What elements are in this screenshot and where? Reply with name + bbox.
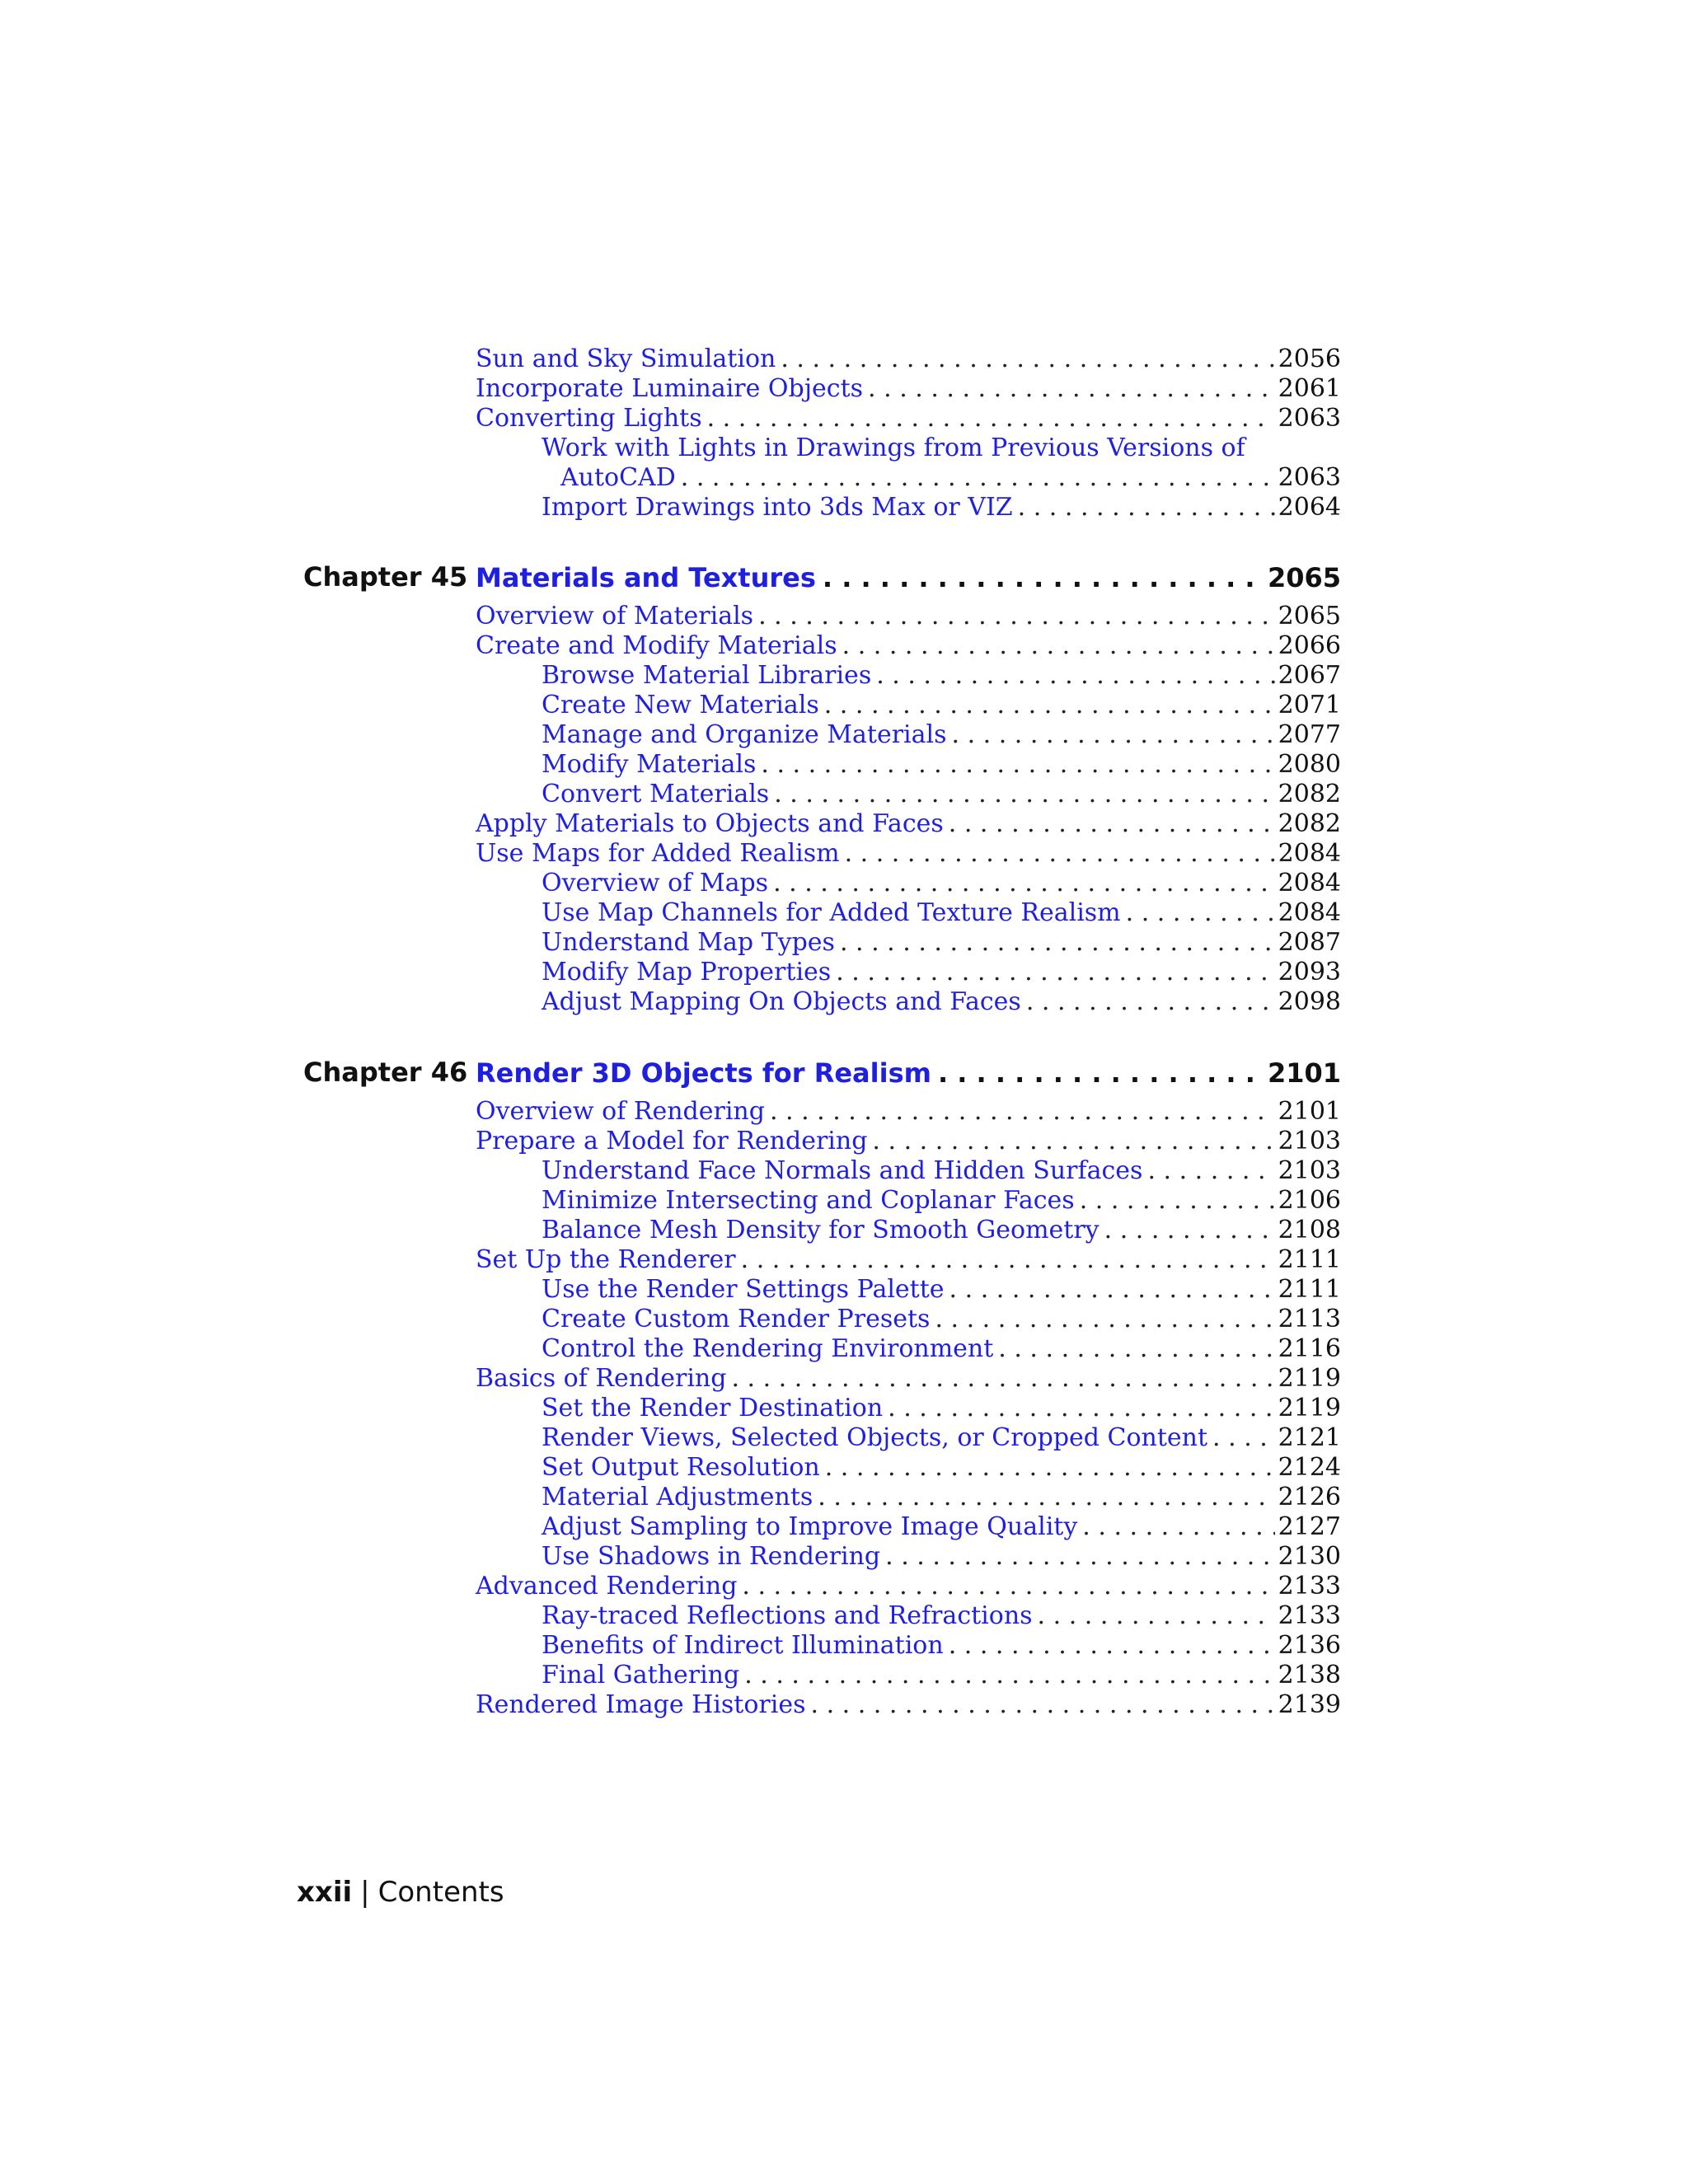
toc-entry-title[interactable]: Basics of Rendering [476, 1364, 727, 1393]
toc-entry[interactable] [542, 1334, 1341, 1364]
toc-entry-title[interactable]: Understand Map Types [542, 928, 835, 957]
chapter-page: 2101 [1267, 1057, 1341, 1089]
dot-leader [935, 1305, 1274, 1334]
toc-entry[interactable] [542, 661, 1341, 691]
toc-entry[interactable] [476, 1572, 1341, 1601]
toc-entry-page: 2077 [1278, 720, 1341, 749]
dot-leader [744, 1661, 1274, 1690]
toc-entry-title[interactable]: Adjust Mapping On Objects and Faces [542, 987, 1021, 1016]
toc-entry-title[interactable]: Apply Materials to Objects and Faces [476, 809, 944, 838]
dot-leader [998, 1334, 1274, 1364]
toc-entry-title[interactable]: Final Gathering [542, 1661, 740, 1690]
dot-leader [842, 631, 1275, 661]
toc-entry-title[interactable]: Incorporate Luminaire Objects [476, 374, 864, 403]
toc-entry-title[interactable]: Set the Render Destination [542, 1394, 884, 1422]
toc-entry-title[interactable]: Use the Render Settings Palette [542, 1275, 945, 1304]
toc-entry[interactable] [542, 1631, 1341, 1661]
toc-entry-page: 2130 [1278, 1542, 1341, 1571]
dot-leader [952, 720, 1275, 750]
toc-entry-page: 2080 [1278, 750, 1341, 779]
toc-entry[interactable] [476, 631, 1341, 661]
chapter-heading[interactable] [476, 561, 1341, 594]
toc-entry-page: 2084 [1278, 898, 1341, 927]
toc-entry-page: 2063 [1278, 404, 1341, 433]
toc-entry[interactable] [542, 958, 1341, 987]
toc-entry-title[interactable]: Render Views, Selected Objects, or Cropped Content [542, 1423, 1208, 1452]
toc-entry[interactable] [476, 809, 1341, 839]
toc-entry-page: 2087 [1278, 928, 1341, 957]
dot-leader [824, 691, 1275, 720]
toc-entry[interactable] [542, 493, 1341, 523]
toc-entry-title[interactable]: Create New Materials [542, 691, 819, 719]
dot-leader [885, 1542, 1275, 1572]
toc-entry-title[interactable]: Sun and Sky Simulation [476, 344, 776, 373]
toc-entry[interactable] [542, 928, 1341, 958]
chapter-title[interactable]: Materials and Textures [476, 562, 816, 593]
toc-entry-title[interactable]: Set Output Resolution [542, 1453, 820, 1482]
dot-leader [1080, 1186, 1275, 1216]
dot-leader [773, 869, 1275, 898]
toc-entry-title[interactable]: Overview of Rendering [476, 1097, 765, 1126]
dot-leader [741, 1245, 1275, 1275]
toc-entry-page: 2113 [1278, 1305, 1341, 1333]
toc-entry[interactable] [542, 1423, 1341, 1453]
toc-entry-title[interactable]: Use Maps for Added Realism [476, 839, 840, 868]
dot-leader [825, 1453, 1275, 1483]
toc-entry[interactable] [542, 987, 1341, 1017]
chapter-heading[interactable] [476, 1057, 1341, 1090]
toc-entry-title[interactable]: Use Map Channels for Added Texture Realism [542, 898, 1121, 927]
toc-entry-page: 2084 [1278, 839, 1341, 868]
toc-entry[interactable] [542, 1542, 1341, 1572]
toc-entry-title-line2[interactable]: AutoCAD [560, 463, 676, 492]
toc-entry-title[interactable]: Balance Mesh Density for Smooth Geometry [542, 1216, 1100, 1244]
dot-leader [1126, 898, 1275, 928]
toc-entry-page: 2067 [1278, 661, 1341, 690]
toc-entry-title[interactable]: Browse Material Libraries [542, 661, 872, 690]
toc-entry-page: 2136 [1278, 1631, 1341, 1660]
dot-leader [731, 1364, 1274, 1394]
toc-entry-page: 2127 [1278, 1512, 1341, 1541]
toc-entry-page: 2108 [1278, 1216, 1341, 1244]
toc-entry-page: 2098 [1278, 987, 1341, 1016]
dot-leader [1147, 1156, 1274, 1186]
page-footer [297, 1876, 504, 1909]
dot-leader [761, 750, 1274, 780]
dot-leader [1212, 1423, 1275, 1453]
toc-entry[interactable] [476, 839, 1341, 869]
dot-leader [868, 374, 1275, 404]
toc-entry-title[interactable]: Understand Face Normals and Hidden Surfaces [542, 1156, 1143, 1185]
toc-entry-title[interactable]: Use Shadows in Rendering [542, 1542, 881, 1571]
section-name: Contents [377, 1876, 504, 1909]
toc-entry-page: 2119 [1278, 1364, 1341, 1393]
toc-entry-title[interactable]: Modify Materials [542, 750, 757, 779]
toc-entry-page: 2084 [1278, 869, 1341, 898]
toc-entry-title[interactable]: Create Custom Render Presets [542, 1305, 931, 1333]
page-number: xxii [297, 1876, 353, 1909]
toc-entry-page: 2063 [1278, 463, 1341, 492]
dot-leader [888, 1394, 1274, 1423]
toc-entry-page: 2124 [1278, 1453, 1341, 1482]
dot-leader [949, 809, 1275, 839]
toc-entry-page: 2082 [1278, 809, 1341, 838]
dot-leader [823, 561, 1264, 594]
toc-entry-page: 2139 [1278, 1690, 1341, 1719]
toc-entry-title[interactable]: Modify Map Properties [542, 958, 832, 987]
toc-entry-page: 2119 [1278, 1394, 1341, 1422]
toc-entry[interactable] [542, 1156, 1341, 1186]
toc-entry-page: 2093 [1278, 958, 1341, 987]
toc-entry-page: 2064 [1278, 493, 1341, 522]
dot-leader [950, 1275, 1275, 1305]
toc-entry[interactable] [476, 1127, 1341, 1156]
toc-entry[interactable] [542, 720, 1341, 750]
toc-entry-page: 2126 [1278, 1483, 1341, 1511]
toc-entry-page: 2066 [1278, 631, 1341, 660]
dot-leader [781, 344, 1274, 374]
toc-entry[interactable] [542, 1216, 1341, 1245]
toc-entry-page: 2111 [1278, 1245, 1341, 1274]
toc-entry-page: 2101 [1278, 1097, 1341, 1126]
toc-entry-title[interactable]: Convert Materials [542, 780, 770, 808]
toc-entry[interactable] [542, 1186, 1341, 1216]
toc-entry-page: 2061 [1278, 374, 1341, 403]
toc-entry-page: 2116 [1278, 1334, 1341, 1363]
toc-entry-title[interactable]: Benefits of Indirect Illumination [542, 1631, 944, 1660]
toc-entry-title-line1[interactable]: Work with Lights in Drawings from Previous Versions of [542, 434, 1245, 462]
toc-entry[interactable] [476, 1097, 1341, 1127]
toc-entry[interactable] [542, 1601, 1341, 1631]
dot-leader [1082, 1512, 1274, 1542]
toc-entry[interactable] [476, 344, 1341, 374]
dot-leader [1104, 1216, 1275, 1245]
toc-entry-page: 2071 [1278, 691, 1341, 719]
toc-entry[interactable] [542, 691, 1341, 720]
chapter-label: Chapter 46 [303, 1057, 468, 1088]
toc-entry-page: 2065 [1278, 602, 1341, 630]
dot-leader [876, 661, 1274, 691]
footer-separator: | [360, 1876, 370, 1909]
toc-entry-title[interactable]: Minimize Intersecting and Coplanar Faces [542, 1186, 1075, 1215]
toc-entry-title[interactable]: Advanced Rendering [476, 1572, 738, 1601]
dot-leader [707, 404, 1275, 434]
toc-entry-page: 2103 [1278, 1156, 1341, 1185]
toc-entry-page: 2106 [1278, 1186, 1341, 1215]
toc-entry[interactable] [542, 898, 1341, 928]
dot-leader [1026, 987, 1275, 1017]
dot-leader [1038, 1601, 1275, 1631]
dot-leader [774, 780, 1274, 809]
toc-entry-page: 2056 [1278, 344, 1341, 373]
toc-entry[interactable] [476, 374, 1341, 404]
toc-entry-page: 2138 [1278, 1661, 1341, 1690]
dot-leader [836, 958, 1274, 987]
toc-entry-page: 2133 [1278, 1601, 1341, 1630]
dot-leader [681, 463, 1275, 493]
toc-entry[interactable] [542, 1512, 1341, 1542]
dot-leader [758, 602, 1275, 631]
toc-entry[interactable] [542, 1305, 1341, 1334]
toc-entry-page: 2133 [1278, 1572, 1341, 1601]
dot-leader [818, 1483, 1274, 1512]
toc-entry[interactable] [476, 1245, 1341, 1275]
toc-entry[interactable] [476, 1364, 1341, 1394]
chapter-title[interactable]: Render 3D Objects for Realism [476, 1057, 931, 1089]
toc-entry[interactable] [542, 1275, 1341, 1305]
toc-entry-page: 2111 [1278, 1275, 1341, 1304]
toc-entry[interactable] [542, 869, 1341, 898]
toc-entry-title[interactable]: Converting Lights [476, 404, 702, 433]
toc-entry[interactable] [542, 1453, 1341, 1483]
dot-leader [811, 1690, 1275, 1720]
toc-entry[interactable] [476, 404, 1341, 434]
toc-entry-title[interactable]: Ray-traced Reflections and Refractions [542, 1601, 1033, 1630]
dot-leader [845, 839, 1275, 869]
toc-entry[interactable] [542, 1394, 1341, 1423]
toc-entry[interactable] [542, 750, 1341, 780]
toc-entry-page: 2082 [1278, 780, 1341, 808]
toc-entry-title[interactable]: Rendered Image Histories [476, 1690, 806, 1719]
toc-entry-title[interactable]: Set Up the Renderer [476, 1245, 736, 1274]
toc-entry-title[interactable]: Control the Rendering Environment [542, 1334, 994, 1363]
toc-entry[interactable] [476, 602, 1341, 631]
toc-entry-title[interactable]: Overview of Maps [542, 869, 769, 898]
chapter-label: Chapter 45 [303, 561, 468, 593]
toc-entry-title[interactable]: Adjust Sampling to Improve Image Quality [542, 1512, 1078, 1541]
toc-entry-page: 2103 [1278, 1127, 1341, 1155]
dot-leader [840, 928, 1275, 958]
dot-leader [742, 1572, 1274, 1601]
toc-entry[interactable] [542, 1483, 1341, 1512]
toc-entry-title[interactable]: Import Drawings into 3ds Max or VIZ [542, 493, 1013, 522]
toc-entry-title[interactable]: Create and Modify Materials [476, 631, 837, 660]
toc-entry[interactable] [542, 780, 1341, 809]
toc-entry-title[interactable]: Overview of Materials [476, 602, 754, 630]
toc-entry-title[interactable]: Manage and Organize Materials [542, 720, 947, 749]
dot-leader [770, 1097, 1275, 1127]
dot-leader [938, 1057, 1264, 1090]
dot-leader [949, 1631, 1275, 1661]
dot-leader [872, 1127, 1274, 1156]
toc-entry-page: 2121 [1278, 1423, 1341, 1452]
toc-entry[interactable] [542, 1661, 1341, 1690]
toc-entry-title[interactable]: Prepare a Model for Rendering [476, 1127, 868, 1155]
dot-leader [1018, 493, 1275, 523]
toc-entry[interactable] [560, 463, 1341, 493]
chapter-page: 2065 [1267, 562, 1341, 593]
toc-entry[interactable] [476, 1690, 1341, 1720]
toc-entry-title[interactable]: Material Adjustments [542, 1483, 814, 1511]
